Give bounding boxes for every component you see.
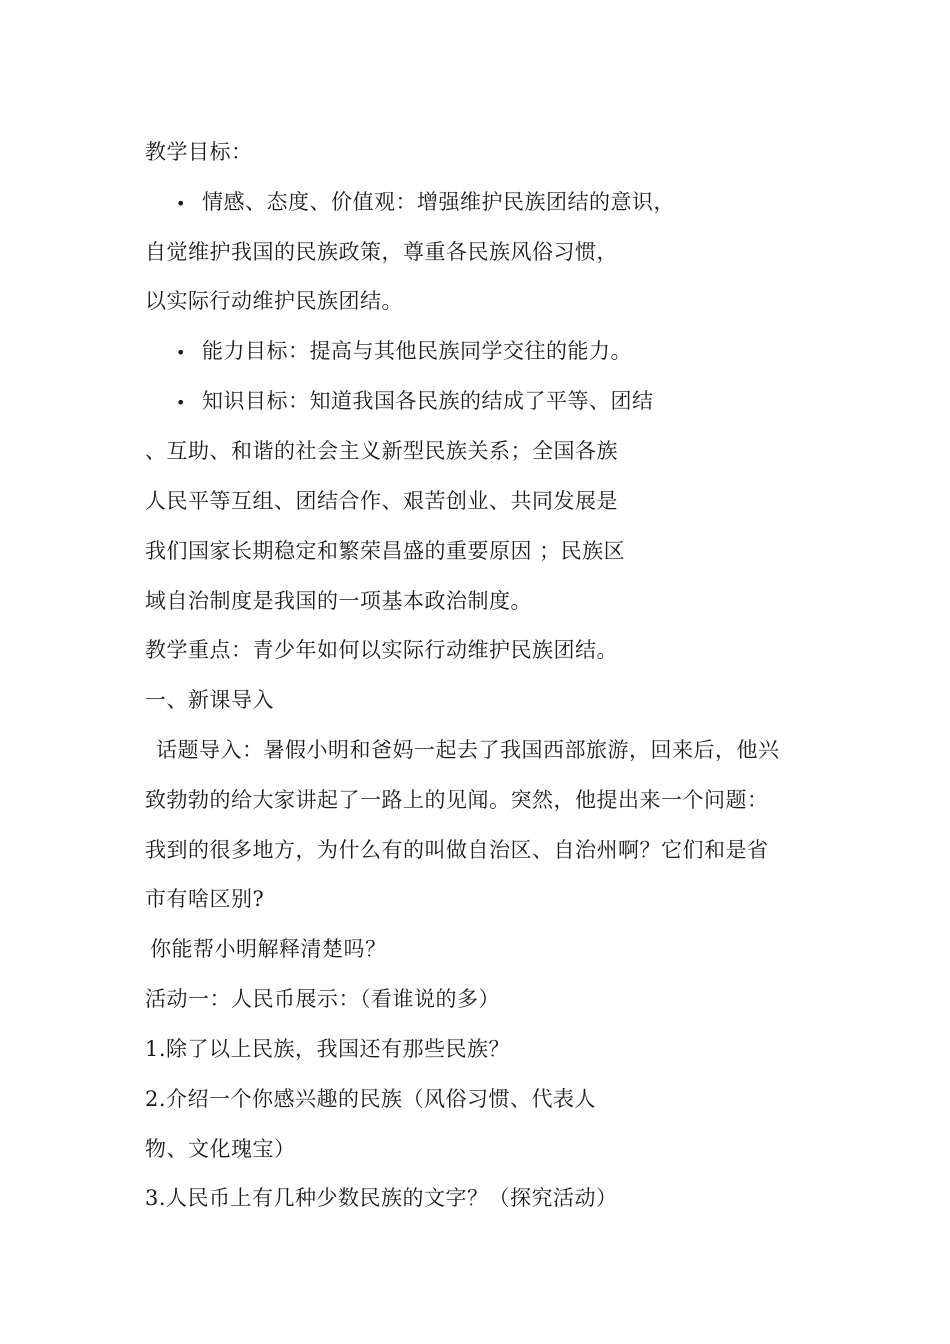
bullet-text: 能力目标：提高与其他民族同学交往的能力。 bbox=[202, 339, 632, 363]
paragraph-line: 、互助、和谐的社会主义新型民族关系；全国各族 bbox=[145, 439, 618, 463]
bullet-text: 情感、态度、价值观：增强维护民族团结的意识， bbox=[202, 190, 675, 214]
paragraph-line: 我到的很多地方，为什么有的叫做自治区、自治州啊？它们和是省 bbox=[145, 838, 769, 862]
paragraph-line: 物、文化瑰宝） bbox=[145, 1137, 296, 1161]
activity-item-1: 1.除了以上民族，我国还有那些民族？ bbox=[145, 1037, 511, 1061]
activity-item-2: 2.介绍一个你感兴趣的民族（风俗习惯、代表人 bbox=[145, 1087, 597, 1111]
heading-teaching-goals: 教学目标： bbox=[145, 140, 253, 164]
section-heading-new-lesson: 一、新课导入 bbox=[145, 688, 274, 712]
bullet-icon: • bbox=[176, 343, 186, 362]
paragraph-line: 我们国家长期稳定和繁荣昌盛的重要原因 ；民族区 bbox=[145, 539, 626, 563]
heading-teaching-focus: 教学重点：青少年如何以实际行动维护民族团结。 bbox=[145, 638, 618, 662]
paragraph-line: 以实际行动维护民族团结。 bbox=[145, 289, 403, 313]
paragraph-line: 话题导入：暑假小明和爸妈一起去了我国西部旅游，回来后，他兴 bbox=[156, 738, 780, 762]
paragraph-line: 致勃勃的给大家讲起了一路上的见闻。突然，他提出来一个问题： bbox=[145, 788, 769, 812]
activity-item-3: 3.人民币上有几种少数民族的文字？（探究活动） bbox=[145, 1186, 618, 1210]
paragraph-line: 域自治制度是我国的一项基本政治制度。 bbox=[145, 589, 532, 613]
paragraph-line: 自觉维护我国的民族政策，尊重各民族风俗习惯， bbox=[145, 240, 618, 264]
bullet-text: 知识目标：知道我国各民族的结成了平等、团结 bbox=[202, 389, 654, 413]
bullet-item-ability bbox=[176, 336, 632, 368]
bullet-icon: • bbox=[176, 194, 186, 213]
question-line: 你能帮小明解释清楚吗？ bbox=[150, 937, 387, 961]
bullet-item-emotion bbox=[176, 187, 675, 219]
bullet-item-knowledge bbox=[176, 386, 654, 418]
bullet-icon: • bbox=[176, 393, 186, 412]
paragraph-line: 人民平等互组、团结合作、艰苦创业、共同发展是 bbox=[145, 489, 618, 513]
activity-heading: 活动一：人民币展示：（看谁说的多） bbox=[145, 987, 500, 1011]
paragraph-line: 市有啥区别? bbox=[145, 887, 265, 911]
